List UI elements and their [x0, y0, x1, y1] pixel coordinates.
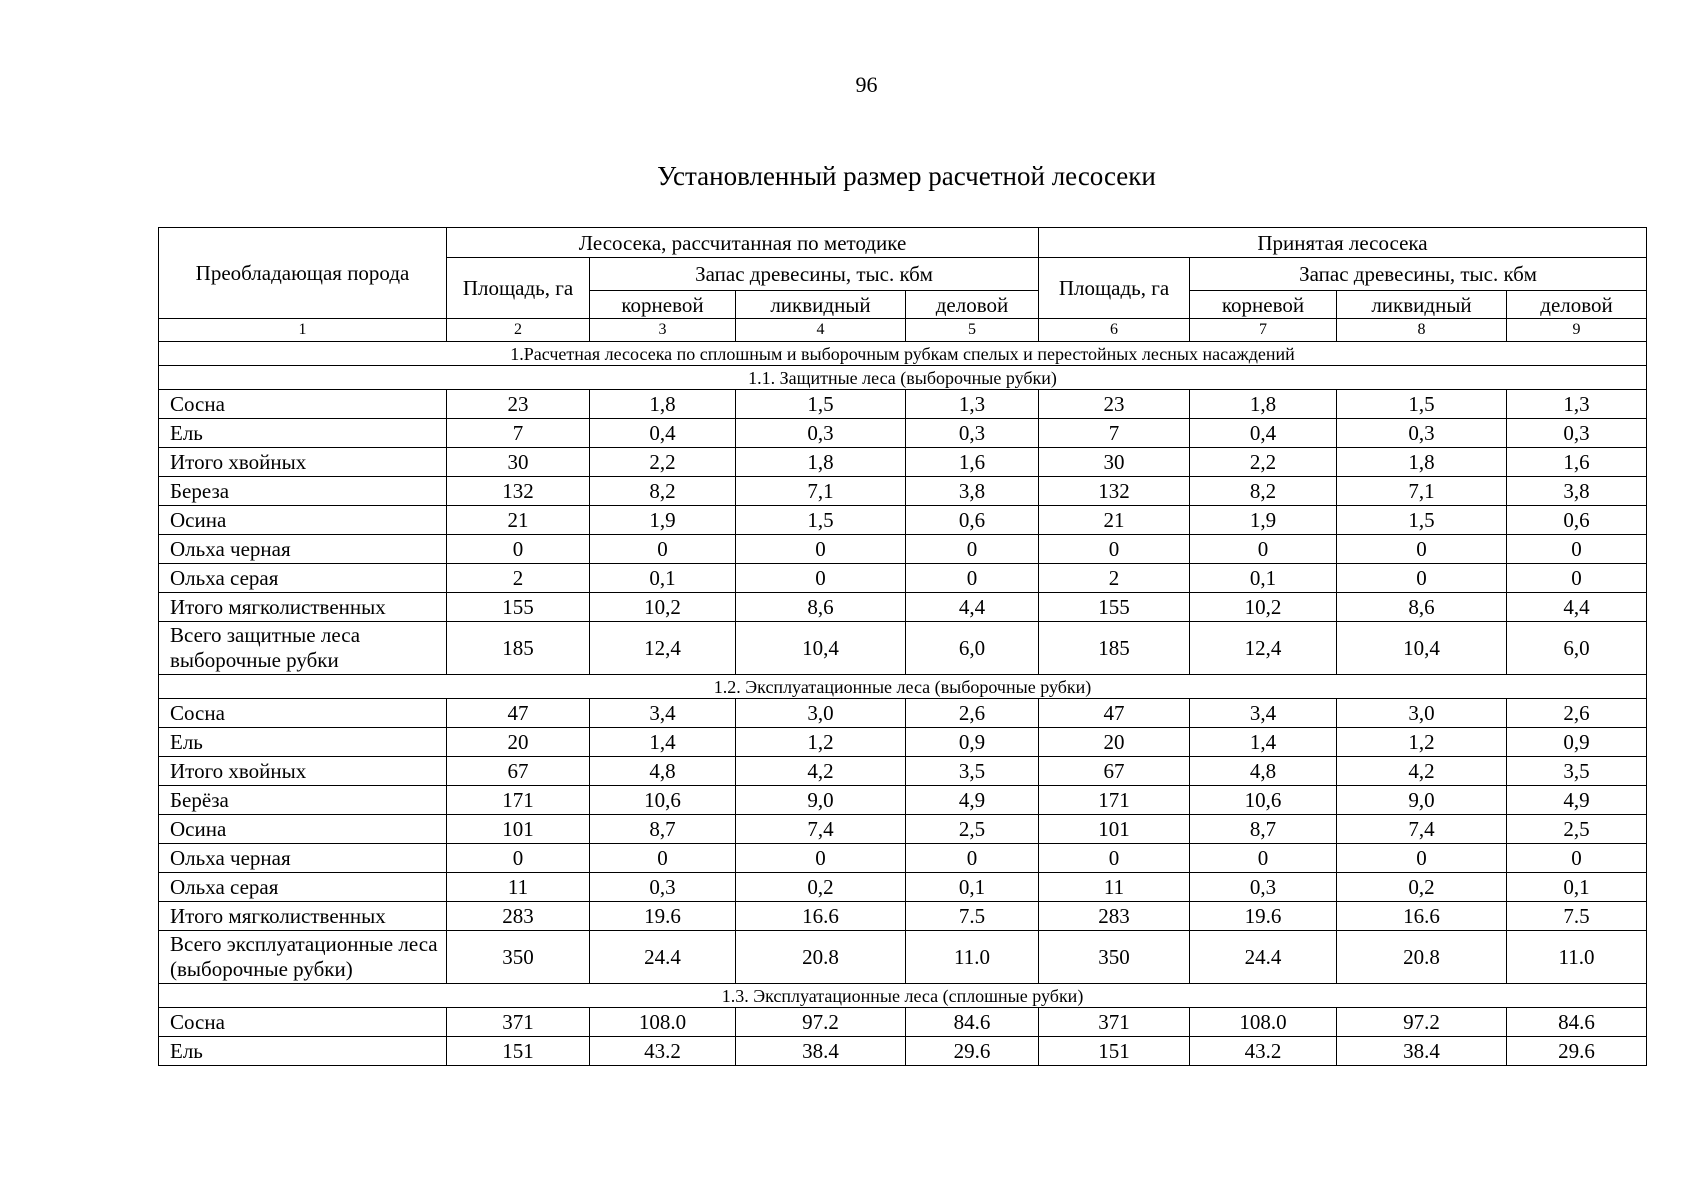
column-number: 2 — [447, 319, 590, 342]
header-business-method: деловой — [906, 291, 1039, 319]
value-cell: 350 — [1039, 931, 1190, 984]
value-cell: 8,7 — [590, 815, 736, 844]
value-cell: 151 — [447, 1037, 590, 1066]
column-number: 4 — [736, 319, 906, 342]
table-row — [159, 873, 1647, 902]
value-cell: 7 — [1039, 419, 1190, 448]
value-cell: 1,5 — [736, 390, 906, 419]
value-cell: 0,4 — [590, 419, 736, 448]
subsection-title-exploitation-selective: 1.2. Эксплуатационные леса (выборочные рубки) — [159, 675, 1647, 699]
value-cell: 2,6 — [1507, 699, 1647, 728]
column-number: 5 — [906, 319, 1039, 342]
value-cell: 1,6 — [906, 448, 1039, 477]
value-cell: 7,4 — [1337, 815, 1507, 844]
header-stock-method: Запас древесины, тыс. кбм — [590, 258, 1039, 291]
value-cell: 3,4 — [1190, 699, 1337, 728]
subsection-row — [159, 984, 1647, 1008]
header-species: Преобладающая порода — [159, 228, 447, 319]
table-row — [159, 622, 1647, 675]
value-cell: 20 — [447, 728, 590, 757]
value-cell: 3,0 — [1337, 699, 1507, 728]
value-cell: 1,2 — [736, 728, 906, 757]
species-cell: Всего защитные леса выборочные рубки — [159, 622, 447, 675]
value-cell: 67 — [447, 757, 590, 786]
subsection-title-protective: 1.1. Защитные леса (выборочные рубки) — [159, 366, 1647, 390]
value-cell: 10,6 — [1190, 786, 1337, 815]
value-cell: 0,3 — [1190, 873, 1337, 902]
value-cell: 1,3 — [1507, 390, 1647, 419]
species-cell: Ольха черная — [159, 535, 447, 564]
value-cell: 2,6 — [906, 699, 1039, 728]
value-cell: 21 — [447, 506, 590, 535]
value-cell: 2,5 — [906, 815, 1039, 844]
column-number: 7 — [1190, 319, 1337, 342]
value-cell: 0 — [736, 535, 906, 564]
value-cell: 0 — [1337, 564, 1507, 593]
species-cell: Ольха серая — [159, 564, 447, 593]
species-cell: Ольха черная — [159, 844, 447, 873]
species-cell: Итого хвойных — [159, 757, 447, 786]
value-cell: 19.6 — [590, 902, 736, 931]
value-cell: 0 — [590, 844, 736, 873]
species-cell: Итого мягколиственных — [159, 902, 447, 931]
value-cell: 84.6 — [906, 1008, 1039, 1037]
value-cell: 0 — [1337, 844, 1507, 873]
value-cell: 4,2 — [1337, 757, 1507, 786]
header-area-method: Площадь, га — [447, 258, 590, 319]
value-cell: 9,0 — [1337, 786, 1507, 815]
value-cell: 8,7 — [1190, 815, 1337, 844]
value-cell: 283 — [447, 902, 590, 931]
value-cell: 7 — [447, 419, 590, 448]
value-cell: 8,2 — [1190, 477, 1337, 506]
value-cell: 20.8 — [736, 931, 906, 984]
cutting-area-table — [158, 227, 1647, 1066]
value-cell: 11 — [447, 873, 590, 902]
value-cell: 0,1 — [906, 873, 1039, 902]
header-area-accepted: Площадь, га — [1039, 258, 1190, 319]
value-cell: 10,2 — [1190, 593, 1337, 622]
value-cell: 3,5 — [906, 757, 1039, 786]
value-cell: 0 — [736, 844, 906, 873]
header-root-accepted: корневой — [1190, 291, 1337, 319]
value-cell: 11.0 — [1507, 931, 1647, 984]
value-cell: 0,6 — [906, 506, 1039, 535]
value-cell: 155 — [1039, 593, 1190, 622]
table-body — [159, 342, 1647, 1066]
document-title: Установленный размер расчетной лесосеки — [657, 161, 1156, 191]
value-cell: 10,6 — [590, 786, 736, 815]
value-cell: 1,8 — [1190, 390, 1337, 419]
table-row — [159, 419, 1647, 448]
table-row — [159, 1037, 1647, 1066]
species-cell: Итого хвойных — [159, 448, 447, 477]
value-cell: 7,1 — [1337, 477, 1507, 506]
value-cell: 4,8 — [590, 757, 736, 786]
value-cell: 4,9 — [906, 786, 1039, 815]
value-cell: 0 — [1337, 535, 1507, 564]
value-cell: 47 — [1039, 699, 1190, 728]
value-cell: 0,1 — [590, 564, 736, 593]
value-cell: 0 — [736, 564, 906, 593]
value-cell: 38.4 — [736, 1037, 906, 1066]
species-cell: Итого мягколиственных — [159, 593, 447, 622]
value-cell: 43.2 — [590, 1037, 736, 1066]
species-cell: Сосна — [159, 390, 447, 419]
section-row — [159, 342, 1647, 366]
header-liquid-accepted: ликвидный — [1337, 291, 1507, 319]
value-cell: 43.2 — [1190, 1037, 1337, 1066]
value-cell: 1,5 — [1337, 506, 1507, 535]
value-cell: 0 — [1507, 535, 1647, 564]
value-cell: 3,8 — [906, 477, 1039, 506]
column-number: 8 — [1337, 319, 1507, 342]
value-cell: 7.5 — [906, 902, 1039, 931]
species-cell: Осина — [159, 506, 447, 535]
value-cell: 84.6 — [1507, 1008, 1647, 1037]
value-cell: 371 — [1039, 1008, 1190, 1037]
value-cell: 1,5 — [736, 506, 906, 535]
species-cell: Сосна — [159, 1008, 447, 1037]
value-cell: 11.0 — [906, 931, 1039, 984]
value-cell: 185 — [447, 622, 590, 675]
value-cell: 0 — [1190, 535, 1337, 564]
value-cell: 0,1 — [1507, 873, 1647, 902]
value-cell: 1,8 — [590, 390, 736, 419]
value-cell: 8,2 — [590, 477, 736, 506]
value-cell: 6,0 — [1507, 622, 1647, 675]
value-cell: 108.0 — [590, 1008, 736, 1037]
table-row — [159, 815, 1647, 844]
value-cell: 10,2 — [590, 593, 736, 622]
value-cell: 24.4 — [590, 931, 736, 984]
value-cell: 1,9 — [590, 506, 736, 535]
value-cell: 21 — [1039, 506, 1190, 535]
value-cell: 4,8 — [1190, 757, 1337, 786]
species-cell: Ель — [159, 419, 447, 448]
value-cell: 4,2 — [736, 757, 906, 786]
value-cell: 10,4 — [736, 622, 906, 675]
table-row — [159, 535, 1647, 564]
value-cell: 30 — [1039, 448, 1190, 477]
table-header — [159, 228, 1647, 342]
value-cell: 2,2 — [590, 448, 736, 477]
species-cell: Ель — [159, 728, 447, 757]
value-cell: 185 — [1039, 622, 1190, 675]
value-cell: 1,2 — [1337, 728, 1507, 757]
value-cell: 16.6 — [736, 902, 906, 931]
value-cell: 132 — [447, 477, 590, 506]
column-number: 9 — [1507, 319, 1647, 342]
value-cell: 0 — [447, 535, 590, 564]
value-cell: 0,9 — [906, 728, 1039, 757]
value-cell: 12,4 — [590, 622, 736, 675]
species-cell: Ольха серая — [159, 873, 447, 902]
value-cell: 0 — [1507, 844, 1647, 873]
value-cell: 38.4 — [1337, 1037, 1507, 1066]
header-business-accepted: деловой — [1507, 291, 1647, 319]
value-cell: 0 — [1039, 844, 1190, 873]
species-cell: Всего эксплуатационные леса (выборочные рубки) — [159, 931, 447, 984]
value-cell: 155 — [447, 593, 590, 622]
value-cell: 3,4 — [590, 699, 736, 728]
table-row — [159, 757, 1647, 786]
table-row — [159, 477, 1647, 506]
header-stock-accepted: Запас древесины, тыс. кбм — [1190, 258, 1647, 291]
value-cell: 30 — [447, 448, 590, 477]
value-cell: 1,4 — [590, 728, 736, 757]
value-cell: 20 — [1039, 728, 1190, 757]
value-cell: 0 — [1039, 535, 1190, 564]
species-cell: Берёза — [159, 786, 447, 815]
species-cell: Ель — [159, 1037, 447, 1066]
column-number-row — [159, 319, 1647, 342]
value-cell: 371 — [447, 1008, 590, 1037]
value-cell: 0,3 — [736, 419, 906, 448]
table-row — [159, 786, 1647, 815]
value-cell: 0,3 — [906, 419, 1039, 448]
section-title: 1.Расчетная лесосека по сплошным и выборочным рубкам спелых и перестойных лесных насаждений — [159, 342, 1647, 366]
value-cell: 132 — [1039, 477, 1190, 506]
value-cell: 0,1 — [1190, 564, 1337, 593]
header-root-method: корневой — [590, 291, 736, 319]
value-cell: 0,9 — [1507, 728, 1647, 757]
subsection-row — [159, 675, 1647, 699]
value-cell: 101 — [447, 815, 590, 844]
value-cell: 0 — [447, 844, 590, 873]
value-cell: 20.8 — [1337, 931, 1507, 984]
table-row — [159, 844, 1647, 873]
value-cell: 3,8 — [1507, 477, 1647, 506]
header-row-groups — [159, 228, 1647, 258]
table-row — [159, 1008, 1647, 1037]
value-cell: 0,2 — [1337, 873, 1507, 902]
value-cell: 0,6 — [1507, 506, 1647, 535]
value-cell: 23 — [447, 390, 590, 419]
table-row — [159, 699, 1647, 728]
value-cell: 97.2 — [736, 1008, 906, 1037]
value-cell: 8,6 — [1337, 593, 1507, 622]
value-cell: 47 — [447, 699, 590, 728]
value-cell: 29.6 — [1507, 1037, 1647, 1066]
header-method-group: Лесосека, рассчитанная по методике — [447, 228, 1039, 258]
species-cell: Береза — [159, 477, 447, 506]
value-cell: 9,0 — [736, 786, 906, 815]
value-cell: 0,3 — [1507, 419, 1647, 448]
value-cell: 16.6 — [1337, 902, 1507, 931]
subsection-row — [159, 366, 1647, 390]
value-cell: 171 — [447, 786, 590, 815]
value-cell: 10,4 — [1337, 622, 1507, 675]
value-cell: 0,3 — [590, 873, 736, 902]
value-cell: 4,9 — [1507, 786, 1647, 815]
value-cell: 2,5 — [1507, 815, 1647, 844]
value-cell: 0,4 — [1190, 419, 1337, 448]
value-cell: 171 — [1039, 786, 1190, 815]
value-cell: 23 — [1039, 390, 1190, 419]
value-cell: 8,6 — [736, 593, 906, 622]
table-row — [159, 902, 1647, 931]
column-number: 3 — [590, 319, 736, 342]
value-cell: 19.6 — [1190, 902, 1337, 931]
value-cell: 97.2 — [1337, 1008, 1507, 1037]
value-cell: 1,4 — [1190, 728, 1337, 757]
value-cell: 0 — [906, 564, 1039, 593]
value-cell: 29.6 — [906, 1037, 1039, 1066]
page-number: 96 — [855, 72, 878, 97]
value-cell: 12,4 — [1190, 622, 1337, 675]
value-cell: 0 — [906, 535, 1039, 564]
subsection-title-exploitation-clear: 1.3. Эксплуатационные леса (сплошные рубки) — [159, 984, 1647, 1008]
column-number: 1 — [159, 319, 447, 342]
value-cell: 3,5 — [1507, 757, 1647, 786]
value-cell: 7,1 — [736, 477, 906, 506]
species-cell: Осина — [159, 815, 447, 844]
column-number: 6 — [1039, 319, 1190, 342]
value-cell: 0,2 — [736, 873, 906, 902]
value-cell: 4,4 — [906, 593, 1039, 622]
value-cell: 0 — [590, 535, 736, 564]
table-row — [159, 564, 1647, 593]
value-cell: 0 — [1190, 844, 1337, 873]
value-cell: 1,8 — [1337, 448, 1507, 477]
value-cell: 283 — [1039, 902, 1190, 931]
table-row — [159, 931, 1647, 984]
value-cell: 350 — [447, 931, 590, 984]
header-accepted-group: Принятая лесосека — [1039, 228, 1647, 258]
table-row — [159, 506, 1647, 535]
value-cell: 151 — [1039, 1037, 1190, 1066]
value-cell: 24.4 — [1190, 931, 1337, 984]
value-cell: 1,3 — [906, 390, 1039, 419]
table-row — [159, 390, 1647, 419]
value-cell: 1,9 — [1190, 506, 1337, 535]
value-cell: 108.0 — [1190, 1008, 1337, 1037]
value-cell: 2,2 — [1190, 448, 1337, 477]
value-cell: 7.5 — [1507, 902, 1647, 931]
value-cell: 7,4 — [736, 815, 906, 844]
table-row — [159, 448, 1647, 477]
value-cell: 0 — [906, 844, 1039, 873]
value-cell: 0 — [1507, 564, 1647, 593]
table-row — [159, 593, 1647, 622]
value-cell: 2 — [1039, 564, 1190, 593]
value-cell: 67 — [1039, 757, 1190, 786]
value-cell: 11 — [1039, 873, 1190, 902]
value-cell: 1,6 — [1507, 448, 1647, 477]
value-cell: 3,0 — [736, 699, 906, 728]
species-cell: Сосна — [159, 699, 447, 728]
value-cell: 101 — [1039, 815, 1190, 844]
header-liquid-method: ликвидный — [736, 291, 906, 319]
value-cell: 1,8 — [736, 448, 906, 477]
value-cell: 2 — [447, 564, 590, 593]
value-cell: 4,4 — [1507, 593, 1647, 622]
value-cell: 6,0 — [906, 622, 1039, 675]
value-cell: 1,5 — [1337, 390, 1507, 419]
value-cell: 0,3 — [1337, 419, 1507, 448]
table-row — [159, 728, 1647, 757]
